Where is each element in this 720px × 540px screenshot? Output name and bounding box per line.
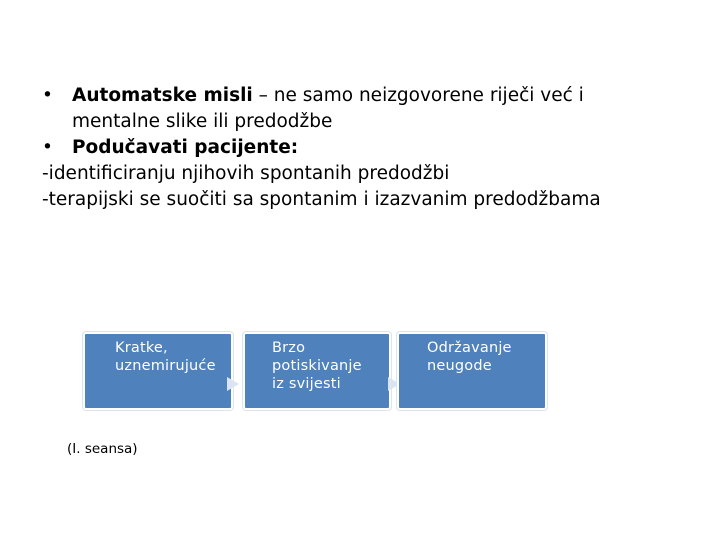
- box-line: neugode: [427, 358, 492, 374]
- box-line: Održavanje: [427, 340, 512, 356]
- bullet-list: [42, 83, 702, 213]
- bullet-continuation: mentalne slike ili predodžbe: [72, 111, 333, 132]
- bullet-bold-text: Podučavati pacijente:: [72, 137, 299, 158]
- bullet-item-teach-patients: [42, 135, 702, 161]
- bullet-marker: •: [42, 137, 53, 158]
- process-box-maintaining-discomfort: [397, 332, 547, 410]
- box-line: iz svijesti: [272, 376, 341, 392]
- box-line: Kratke,: [115, 340, 168, 356]
- bullet-text: – ne samo neizgovorene riječi već i: [252, 85, 584, 106]
- box-line: potiskivanje: [272, 358, 362, 374]
- bullet-item-automatic-thoughts: [42, 83, 702, 109]
- dash-line-identify: -identificiranju njihovih spontanih predodžbi: [42, 163, 450, 184]
- process-box-short-disturbing: [83, 332, 233, 410]
- box-line: uznemirujuće: [115, 358, 216, 374]
- bullet-marker: •: [42, 85, 53, 106]
- diagram-caption: (I. seansa): [67, 441, 138, 457]
- process-arrow: [227, 377, 239, 391]
- dash-line-confront: -terapijski se suočiti sa spontanim i izazvanim predodžbama: [42, 189, 601, 210]
- bullet-bold-text: Automatske misli: [72, 85, 253, 106]
- box-line: Brzo: [272, 340, 306, 356]
- process-box-fast-suppression: [243, 332, 391, 410]
